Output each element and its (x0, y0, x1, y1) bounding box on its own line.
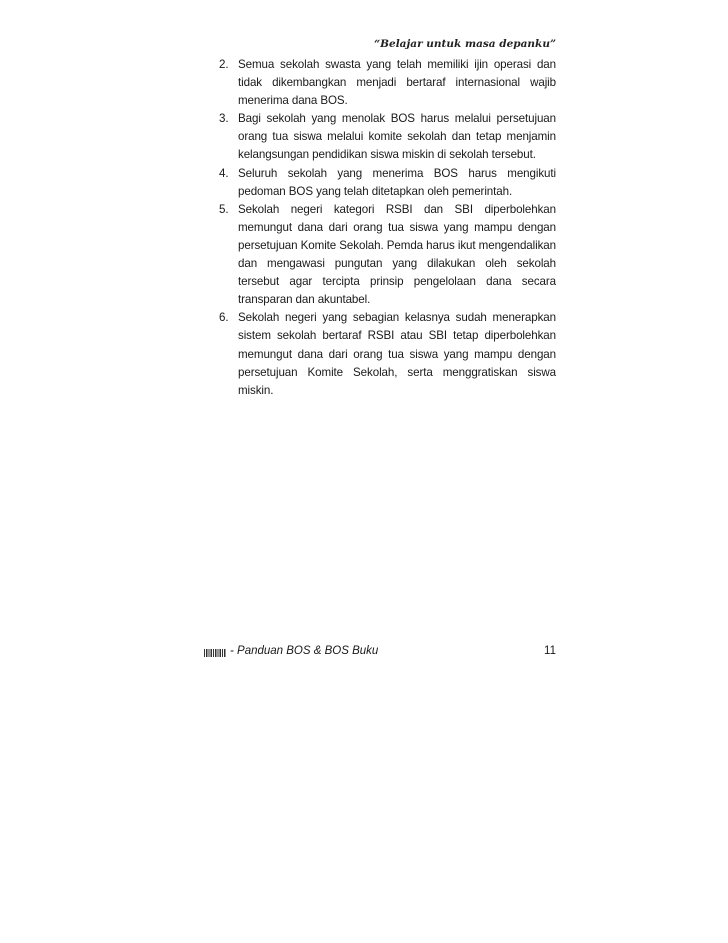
list-item (219, 110, 556, 164)
list-item (219, 309, 556, 399)
list-item-text: Sekolah negeri kategori RSBI dan SBI diperbolehkan memungut dana dari orang tua siswa yang mampu dengan persetujuan Komite Sekolah. Pemda harus ikut mengendalikan dan mengawasi pungutan yang dilakukan oleh sekolah tersebut agar tercipta prinsip pengelolaan dana secara transparan dan akuntabel. (238, 202, 556, 307)
list-item-number: 6. (219, 311, 229, 325)
page-number: 11 (544, 645, 556, 657)
list-item-number: 3. (219, 112, 229, 126)
list-item-number: 2. (219, 58, 229, 71)
footer-title: - Panduan BOS & BOS Buku (230, 645, 379, 657)
list-item-text: Bagi sekolah yang menolak BOS harus melalui persetujuan orang tua siswa melalui komite sekolah dan tetap menjamin kelangsungan pendidikan siswa miskin di sekolah tersebut. (238, 112, 556, 162)
list-item (219, 201, 556, 310)
barcode-icon (204, 649, 226, 657)
list-item-text: Semua sekolah swasta yang telah memiliki ijin operasi dan tidak dikembangkan menjadi bertaraf internasional wajib menerima dana BOS. (238, 58, 556, 108)
page-footer (204, 645, 556, 661)
list-item-text: Seluruh sekolah yang menerima BOS harus mengikuti pedoman BOS yang telah ditetapkan oleh pemerintah. (238, 166, 556, 198)
numbered-list (219, 56, 556, 400)
list-item-number: 5. (219, 202, 229, 216)
list-item (219, 165, 556, 201)
header-motto: “Belajar untuk masa depanku” (374, 38, 556, 50)
list-item-number: 4. (219, 166, 229, 180)
list-item-text: Sekolah negeri yang sebagian kelasnya sudah menerapkan sistem sekolah bertaraf RSBI atau SBI tetap diperbolehkan memungut dana dari orang tua siswa yang mampu dengan persetujuan Komite Sekolah, serta menggratiskan siswa miskin. (238, 311, 556, 397)
page-content (219, 56, 556, 400)
list-item (219, 56, 556, 110)
